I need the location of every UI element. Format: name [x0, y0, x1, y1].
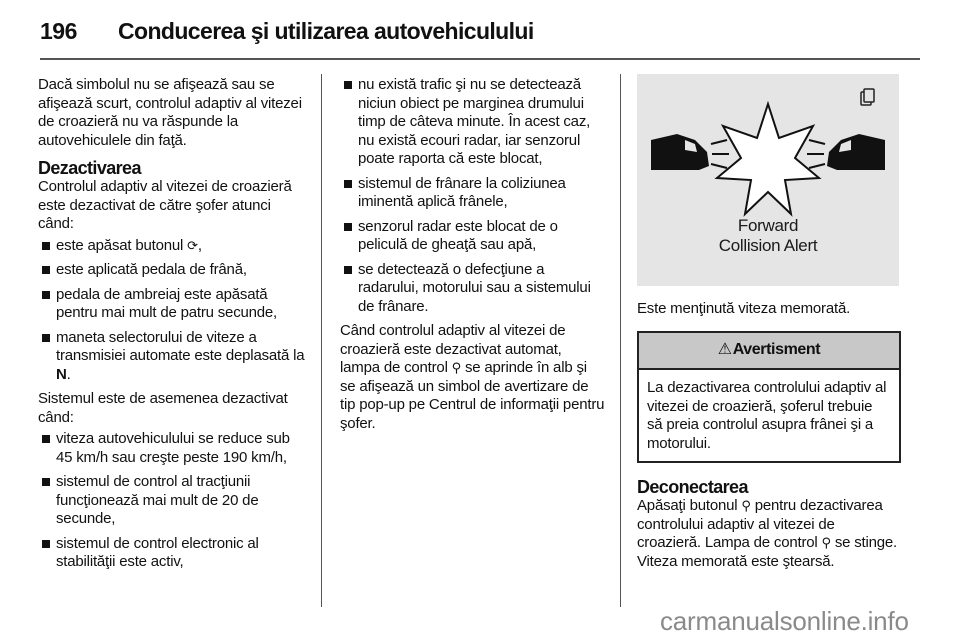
auto-deactivation-paragraph	[340, 322, 605, 433]
list-item: se detectează o defecţiune a radarului, motorului sau a sistemului de frânare.	[340, 261, 605, 317]
section-heading-disconnect: Deconectarea	[637, 477, 748, 497]
warning-title-text: Avertisment	[732, 340, 821, 358]
list-item: sistemul de control al tracţiunii funcţionează mai mult de 20 de secunde,	[38, 473, 306, 529]
column-divider	[620, 74, 621, 607]
auto-deactivation-lead: Sistemul este de asemenea dezactivat când:	[38, 390, 288, 426]
paragraph-text: se stinge. Viteza memorată este ştearsă.	[637, 534, 898, 570]
list-item	[38, 237, 306, 256]
list-item: este aplicată pedala de frână,	[38, 261, 306, 280]
list-item-suffix: .	[66, 365, 71, 383]
page-number: 196	[40, 18, 77, 44]
warning-body: La dezactivarea controlului adaptiv al vitezei de croazieră, şoferul trebuie să preia controlul asupra frânei şi a motorului.	[647, 379, 887, 452]
list-item: sistemul de frânare la coliziunea iminentă aplică frânele,	[340, 175, 605, 212]
disconnect-paragraph	[637, 497, 901, 571]
list-item-text: este apăsat butonul	[56, 236, 184, 254]
speed-retained-note: Este menţinută viteza memorată.	[637, 300, 851, 317]
list-item	[38, 329, 306, 385]
cruise-control-lamp-icon: ⚲	[821, 535, 831, 550]
header-rule	[40, 58, 920, 60]
section-heading-deactivation: Dezactivarea	[38, 158, 141, 178]
column-right	[637, 76, 901, 571]
figure-caption-line1: Forward	[737, 216, 799, 235]
cruise-cancel-icon: ⟳	[187, 237, 198, 253]
watermark: carmanualsonline.info	[660, 606, 909, 636]
cruise-control-button-icon: ⚲	[741, 498, 751, 513]
column-divider	[321, 74, 322, 607]
gear-position-key: N	[56, 365, 67, 383]
list-item: viteza autovehiculului se reduce sub 45 km/h sau creşte peste 190 km/h,	[38, 430, 306, 467]
list-item: pedala de ambreiaj este apăsată pentru mai mult de patru secunde,	[38, 286, 306, 323]
deactivation-lead: Controlul adaptiv al vitezei de croazieră este dezactivat de către şofer atunci când:	[38, 178, 292, 232]
page-header	[40, 14, 920, 54]
paragraph-text: se aprinde în alb şi se afişează un simbol de avertizare de tip pop-up pe Centrul de informaţii pentru şofer.	[340, 359, 605, 432]
warning-icon: ⚠	[717, 340, 732, 358]
cruise-control-lamp-icon: ⚲	[451, 360, 461, 375]
column-middle	[340, 76, 605, 433]
list-item: senzorul radar este blocat de o peliculă de gheaţă sau apă,	[340, 218, 605, 255]
figure-caption-line2: Collision Alert	[718, 236, 818, 255]
paragraph-text: Când controlul adaptiv al vitezei de croazieră este dezactivat automat, lampa de control	[340, 322, 566, 376]
auto-deactivation-list-continued	[340, 76, 605, 316]
forward-collision-alert-figure	[637, 74, 899, 286]
warning-title	[639, 333, 899, 371]
paragraph-text: Apăsaţi butonul	[637, 497, 738, 514]
column-left	[38, 76, 306, 578]
list-item: nu există trafic şi nu se detectează niciun obiect pe marginea drumului timp de câteva minute. În acest caz, nu există ecouri radar, iar senzorul poate raporta că este blocat,	[340, 76, 605, 169]
list-item-text: maneta selectorului de viteze a transmisiei automate este deplasată la	[56, 328, 305, 364]
warning-box	[637, 331, 901, 464]
intro-paragraph: Dacă simbolul nu se afişează sau se afişează scurt, controlul adaptiv al vitezei de croazieră nu va răspunde la autovehiculele din faţă.	[38, 76, 302, 149]
deactivation-list	[38, 237, 306, 385]
auto-deactivation-list	[38, 430, 306, 572]
page-title: Conducerea şi utilizarea autovehiculului	[118, 18, 534, 44]
list-item-suffix: ,	[197, 236, 202, 254]
list-item: sistemul de control electronic al stabilităţii este activ,	[38, 535, 306, 572]
paragraph-text: pentru dezactivarea controlului adaptiv al vitezei de croazieră. Lampa de control	[637, 497, 883, 551]
